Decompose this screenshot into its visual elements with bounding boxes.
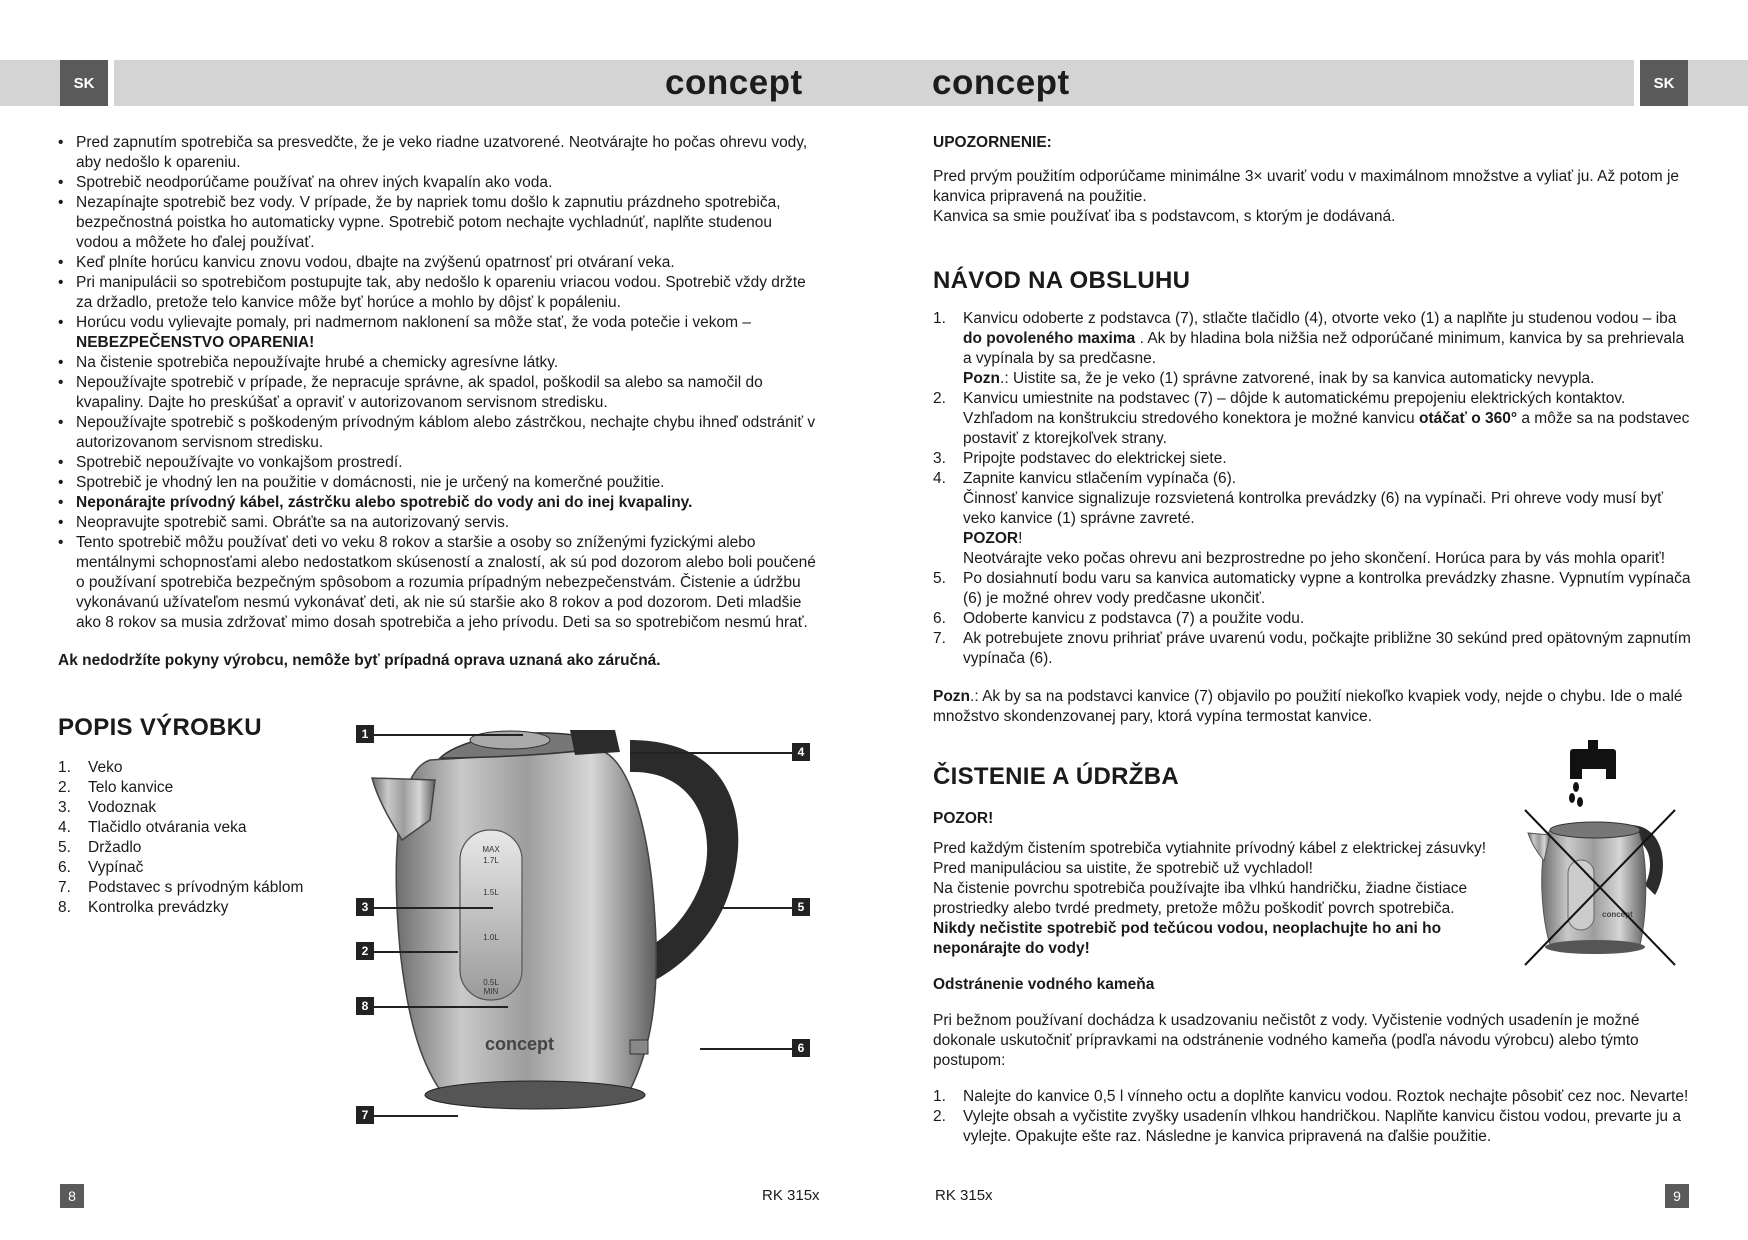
step-5-num: 5. (933, 570, 946, 587)
part-item (58, 798, 358, 818)
step-2-text-c: a môže sa na podstavec postaviť z ktorejkoľvek strany. (963, 410, 1690, 447)
descale-title: Odstránenie vodného kameňa (933, 976, 1155, 993)
part-item (58, 838, 358, 858)
part-label: Kontrolka prevádzky (88, 899, 229, 916)
header-gap-left (108, 60, 114, 106)
step-4-text-b: Činnosť kanvice signalizuje rozsvietená kontrolka prevádzky (6) na vypínači. Pri ohreve vody musí byť veko kanvice (1) správne zavreté. (963, 490, 1663, 527)
brand-logo-left: concept (665, 63, 803, 102)
step-1-note-label: Pozn (963, 370, 1001, 387)
safety-bullet-text: Pred zapnutím spotrebiča sa presvedčte, že je veko riadne uzatvorené. Neotvárajte ho počas ohrevu vody, aby nedošlo k opareniu. (76, 134, 808, 171)
switch-shape (630, 1040, 648, 1054)
safety-list (58, 133, 818, 633)
safety-bullet-text: Nepoužívajte spotrebič v prípade, že nepracuje správne, ak spadol, poškodil sa alebo sa namočil do kvapaliny. Dajte ho preskúšať a opraviť v autorizovanom servisnom stredisku. (76, 374, 763, 411)
tap-icon (1569, 740, 1616, 807)
step-3-num: 3. (933, 450, 946, 467)
callout-4: 4 (792, 743, 810, 761)
step-2-text-a: Kanvicu umiestnite na podstavec (7) – dôjde k automatickému prepojeniu elektrických kontaktov. Vzhľadom na konštrukciu stredového konektora je možné kanvicu (963, 390, 1626, 427)
safety-bullet (58, 193, 818, 253)
part-label: Telo kanvice (88, 779, 174, 796)
descale-step-text: Nalejte do kanvice 0,5 l vínneho octu a doplňte kanvicu vodou. Roztok nechajte pôsobiť cez noc. Nevarte! (963, 1088, 1689, 1105)
part-label: Držadlo (88, 839, 142, 856)
safety-bullet-text: Neopravujte spotrebič sami. Obráťte sa na autorizovaný servis. (76, 514, 510, 531)
part-label: Vodoznak (88, 799, 157, 816)
step-4 (933, 469, 1693, 569)
kettle-illustration (330, 700, 840, 1160)
safety-bullet (58, 453, 818, 473)
caution-bold: Nikdy nečistite spotrebič pod tečúcou vodou, neoplachujte ho ani ho neponárajte do vody! (933, 920, 1442, 957)
part-number: 3. (58, 799, 71, 816)
safety-bullet (58, 253, 818, 273)
language-badge-left: SK (60, 60, 108, 106)
part-number: 4. (58, 819, 71, 836)
descale-step (933, 1107, 1693, 1147)
safety-bullet (58, 133, 818, 173)
safety-bullet (58, 353, 818, 373)
descale-text: Pri bežnom používaní dochádza k usadzovaniu nečistôt z vody. Vyčistenie vodných usadenín je možné dokonale uskutočniť prípravkami na odstránenie vodného kameňa (podľa návodu výrobcu) alebo týmto postupom: (933, 1012, 1640, 1069)
base-shape (425, 1081, 645, 1109)
parts-list (58, 758, 358, 918)
leader-8 (373, 1006, 508, 1008)
gauge-15l: 1.5L (483, 888, 499, 897)
part-item (58, 818, 358, 838)
safety-section (58, 133, 818, 671)
step-1-note-text: .: Uistite sa, že je veko (1) správne zatvorené, inak by sa kanvica automaticky nevypla. (1000, 370, 1595, 387)
callout-3: 3 (356, 898, 374, 916)
brand-logo-right: concept (932, 63, 1070, 102)
safety-bullet (58, 273, 818, 313)
caution-block (933, 809, 1493, 995)
leader-7 (373, 1115, 458, 1117)
step-5 (933, 569, 1693, 609)
step-3 (933, 449, 1693, 469)
leader-3 (373, 907, 493, 909)
step-4-text: Zapnite kanvicu stlačením vypínača (6). (963, 470, 1237, 487)
safety-bullet (58, 493, 818, 513)
step-1-note (963, 369, 1693, 389)
leader-4 (630, 752, 792, 754)
safety-bullet (58, 513, 818, 533)
safety-bullet-text: Pri manipulácii so spotrebičom postupujte tak, aby nedošlo k opareniu vriacou vodou. Spotrebič vždy držte za držadlo, pretože telo kanvice môže byť horúce a mohlo by dôjsť k popáleniu. (76, 274, 806, 311)
part-label: Vypínač (88, 859, 144, 876)
condensation-note (933, 687, 1693, 727)
safety-bullet-text: Spotrebič je vhodný len na použitie v domácnosti, nie je určený na komerčné použitie. (76, 474, 665, 491)
callout-1: 1 (356, 725, 374, 743)
safety-bullet (58, 413, 818, 453)
product-description (58, 714, 358, 918)
page-number-right: 9 (1665, 1184, 1689, 1208)
step-4-warn-label: POZOR (963, 530, 1019, 547)
safety-bullet-text: Spotrebič neodporúčame používať na ohrev iných kvapalín ako voda. (76, 174, 553, 191)
part-number: 2. (58, 779, 71, 796)
step-2-text-b: otáčať o 360° (1419, 410, 1518, 427)
step-4-text-c: Neotvárajte veko počas ohrevu ani bezprostredne po jeho skončení. Horúca para by vás mohla opariť! (963, 550, 1665, 567)
no-water-illustration (1520, 735, 1680, 995)
manual-steps (933, 309, 1693, 669)
warning-line-1: Pred prvým použitím odporúčame minimálne 3× uvariť vodu v maximálnom množstve a vyliať ju. Až potom je kanvica pripravená na použitie. (933, 168, 1680, 205)
gauge-17l: 1.7L (483, 856, 499, 865)
safety-bullet (58, 313, 818, 353)
safety-bullet (58, 473, 818, 493)
part-label: Podstavec s prívodným káblom (88, 879, 304, 896)
step-4-warn (963, 529, 1693, 549)
condensation-note-text: .: Ak by sa na podstavci kanvice (7) objavilo po použití niekoľko kvapiek vody, nejde o chybu. Ide o malé množstvo skondenzovanej pary, ktorá vypína termostat kanvice. (933, 688, 1683, 725)
step-6-num: 6. (933, 610, 946, 627)
caution-line-2: Pred manipuláciou sa uistite, že spotrebič už vychladol! (933, 860, 1313, 877)
safety-bullet-text: Spotrebič nepoužívajte vo vonkajšom prostredí. (76, 454, 403, 471)
part-item (58, 758, 358, 778)
condensation-note-label: Pozn (933, 688, 971, 705)
cleaning-title: ČISTENIE A ÚDRŽBA (933, 763, 1179, 790)
kettle-brand-text: concept (485, 1034, 555, 1054)
part-number: 6. (58, 859, 71, 876)
part-label: Veko (88, 759, 123, 776)
safety-bullet-bold: NEBEZPEČENSTVO OPARENIA! (76, 334, 315, 351)
step-1-text-c: . Ak by hladina bola nižšia než odporúčané minimum, kanvica by sa prehrievala a vypínala by sa predčasne. (963, 330, 1685, 367)
descale-step-text: Vylejte obsah a vyčistite zvyšky usadenín vlhkou handričkou. Naplňte kanvicu čistou vodou, prevarte ju a vylejte. Opakujte ešte raz. Následne je kanvica pripravená na ďalšie použitie. (963, 1108, 1681, 1145)
safety-bullet-text: Nezapínajte spotrebič bez vody. V prípade, že by napriek tomu došlo k zapnutiu prázdneho spotrebiča, bezpečnostná poistka ho automaticky vypne. Spotrebič potom nechajte vychladnúť, naplňte studenou vodou a môžete ho ďalej používať. (76, 194, 781, 251)
warning-title: UPOZORNENIE: (933, 134, 1052, 151)
model-right: RK 315x (935, 1187, 993, 1204)
page-number-left: 8 (60, 1184, 84, 1208)
model-left: RK 315x (762, 1187, 820, 1204)
step-7-text: Ak potrebujete znovu prihriať práve uvarenú vodu, počkajte približne 30 sekúnd pred opätovným zapnutím vypínača (6). (963, 630, 1691, 667)
gauge-max: MAX (482, 845, 500, 854)
part-number: 8. (58, 899, 71, 916)
step-4-num: 4. (933, 470, 946, 487)
step-1-text-a: Kanvicu odoberte z podstavca (7), stlačte tlačidlo (4), otvorte veko (1) a naplňte ju studenou vodou – iba (963, 310, 1677, 327)
leader-1 (373, 734, 523, 736)
caution-line-1: Pred každým čistením spotrebiča vytiahnite prívodný kábel z elektrickej zásuvky! (933, 840, 1487, 857)
safety-bullet (58, 173, 818, 193)
step-6 (933, 609, 1693, 629)
step-1-text-b: do povoleného maxima (963, 330, 1136, 347)
descale-step-number: 1. (933, 1088, 946, 1105)
safety-bullet (58, 533, 818, 633)
callout-6: 6 (792, 1039, 810, 1057)
leader-2 (373, 951, 458, 953)
part-label: Tlačidlo otvárania veka (88, 819, 247, 836)
descale-steps (933, 1087, 1693, 1147)
step-3-text: Pripojte podstavec do elektrickej siete. (963, 450, 1227, 467)
caution-line-3: Na čistenie povrchu spotrebiča používajte iba vlhkú handričku, žiadne čistiace prostriedky alebo tvrdé predmety, pretože môžu poškodiť povrch spotrebiča. (933, 880, 1468, 917)
callout-7: 7 (356, 1106, 374, 1124)
step-2 (933, 389, 1693, 449)
language-badge-right: SK (1640, 60, 1688, 106)
step-4-warn-mark: ! (1018, 530, 1023, 547)
caution-title: POZOR! (933, 810, 994, 827)
step-5-text: Po dosiahnutí bodu varu sa kanvica automaticky vypne a kontrolka prevádzky zhasne. Vypnutím vypínača (6) je možné ohrev vody predčasne ukončiť. (963, 570, 1691, 607)
callout-5: 5 (792, 898, 810, 916)
part-number: 1. (58, 759, 71, 776)
gauge-10l: 1.0L (483, 933, 499, 942)
safety-bullet-text: Na čistenie spotrebiča nepoužívajte hrubé a chemicky agresívne látky. (76, 354, 559, 371)
part-item (58, 858, 358, 878)
step-1-num: 1. (933, 310, 946, 327)
leader-5 (720, 907, 792, 909)
warning-line-2: Kanvica sa smie používať iba s podstavcom, s ktorým je dodávaná. (933, 208, 1396, 225)
safety-bullet-text: Horúcu vodu vylievajte pomaly, pri nadmernom naklonení sa môže stať, že voda potečie i vekom – (76, 314, 751, 331)
safety-bullet (58, 373, 818, 413)
part-number: 7. (58, 879, 71, 896)
part-item (58, 898, 358, 918)
lid-button-shape (570, 730, 620, 755)
safety-bullet-text: Tento spotrebič môžu používať deti vo veku 8 rokov a staršie a osoby so zníženými fyzickými alebo mentálnymi schopnosťami alebo nedostatkom skúseností a znalostí, ak sú pod dozorom alebo boli poučené o používaní spotrebiča bezpečným spôsobom a rozumia prípadným nebezpečenstvám. Čistenie a údržbu vykonávanú užívateľom nesmú vykonávať deti, ak nie sú staršie ako 8 rokov a pod dozorom. Deti mladšie ako 8 rokov sa musia zdržovať mimo dosah spotrebiča a jeho prívodu. Deti sa so spotrebičom nesmú hrať. (76, 534, 816, 631)
step-7-num: 7. (933, 630, 946, 647)
step-1 (933, 309, 1693, 389)
callout-2: 2 (356, 942, 374, 960)
small-kettle-brand: concept (1602, 910, 1633, 919)
product-title: POPIS VÝROBKU (58, 714, 262, 741)
step-6-text: Odoberte kanvicu z podstavca (7) a použite vodu. (963, 610, 1305, 627)
safety-bullet-text: Nepoužívajte spotrebič s poškodeným prívodným káblom alebo zástrčkou, nechajte chybu ihneď odstrániť v autorizovanom servisnom stredisku. (76, 414, 816, 451)
step-2-num: 2. (933, 390, 946, 407)
callout-8: 8 (356, 997, 374, 1015)
small-kettle-icon (1528, 822, 1663, 954)
part-item (58, 778, 358, 798)
descale-step (933, 1087, 1693, 1107)
descale-step-number: 2. (933, 1108, 946, 1125)
gauge-min: MIN (483, 987, 499, 996)
part-item (58, 878, 358, 898)
step-7 (933, 629, 1693, 669)
safety-bullet-bold: Neponárajte prívodný kábel, zástrčku alebo spotrebič do vody ani do inej kvapaliny. (76, 494, 693, 511)
part-number: 5. (58, 839, 71, 856)
leader-6 (700, 1048, 792, 1050)
warranty-note: Ak nedodržíte pokyny výrobcu, nemôže byť prípadná oprava uznaná ako záručná. (58, 652, 661, 669)
manual-title: NÁVOD NA OBSLUHU (933, 267, 1191, 294)
safety-bullet-text: Keď plníte horúcu kanvicu znovu vodou, dbajte na zvýšenú opatrnosť pri otváraní veka. (76, 254, 675, 271)
gauge-05l: 0.5L (483, 978, 499, 987)
